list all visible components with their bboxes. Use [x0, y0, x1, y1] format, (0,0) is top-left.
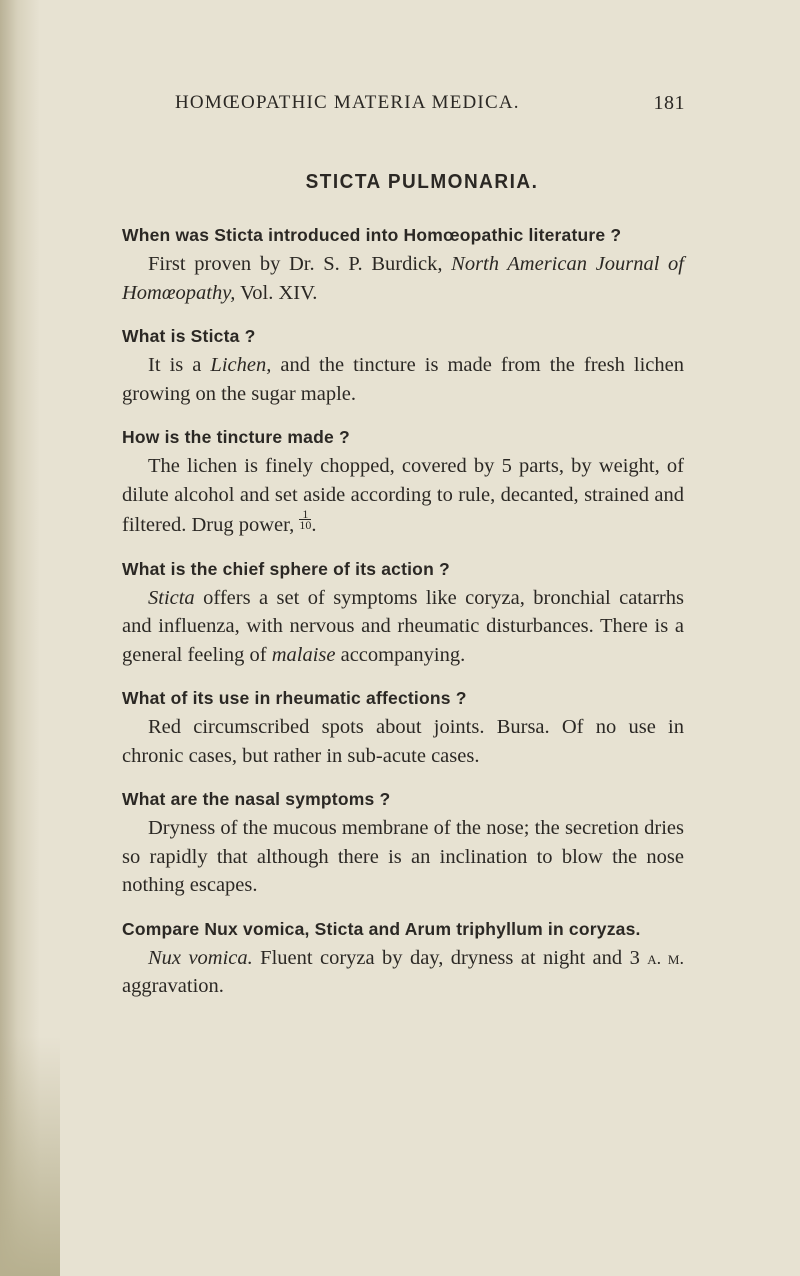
page-body [122, 172, 684, 1017]
running-header [175, 92, 685, 115]
journal-title: North American Journal of Homœopathy, [122, 253, 684, 304]
page-number: 181 [653, 92, 685, 114]
answer-introduction: First proven by Dr. S. P. Burdick, North American Journal of Homœopathy, Vol. XIV. [122, 253, 684, 304]
question-what-is-sticta: What is Sticta ? [122, 326, 256, 346]
question-nasal-symptoms: What are the nasal symptoms ? [122, 789, 391, 809]
running-title: HOMŒOPATHIC MATERIA MEDICA. [175, 92, 520, 113]
answer-compare-coryzas: Nux vomica. Fluent coryza by day, dryness at night and 3 a. m. aggravation. [122, 946, 684, 997]
answer-what-is-sticta: It is a Lichen, and the tincture is made from the fresh lichen growing on the sugar maple. [122, 354, 684, 405]
question-rheumatic: What of its use in rheumatic affections ? [122, 688, 467, 708]
drug-power-fraction: $\frac{1}{10}$ [299, 507, 312, 532]
answer-nasal-symptoms: Dryness of the mucous membrane of the nose; the secretion dries so rapidly that although there is an inclination to blow the nose nothing escapes. [122, 817, 684, 896]
question-tincture: How is the tincture made ? [122, 427, 350, 447]
page-corner-shadow [0, 1036, 60, 1276]
answer-sphere-of-action: Sticta offers a set of symptoms like coryza, bronchial catarrhs and influenza, with nervous and rheumatic disturbances. There is a general feeling of malaise accompanying. [122, 586, 684, 666]
question-compare-coryzas: Compare Nux vomica, Sticta and Arum triphyllum in coryzas. [122, 918, 641, 939]
answer-tincture: The lichen is finely chopped, covered by 5 parts, by weight, of dilute alcohol and set aside according to rule, decanted, strained and filtered. Drug power, $\frac{1}{10}$ . [122, 455, 684, 536]
chapter-title: STICTA PULMONARIA. [305, 171, 539, 194]
answer-rheumatic: Red circumscribed spots about joints. Bursa. Of no use in chronic cases, but rather in sub-acute cases. [122, 716, 684, 767]
question-sphere-of-action: What is the chief sphere of its action ? [122, 558, 450, 579]
question-introduction: When was Sticta introduced into Homœopathic literature ? [122, 225, 622, 245]
